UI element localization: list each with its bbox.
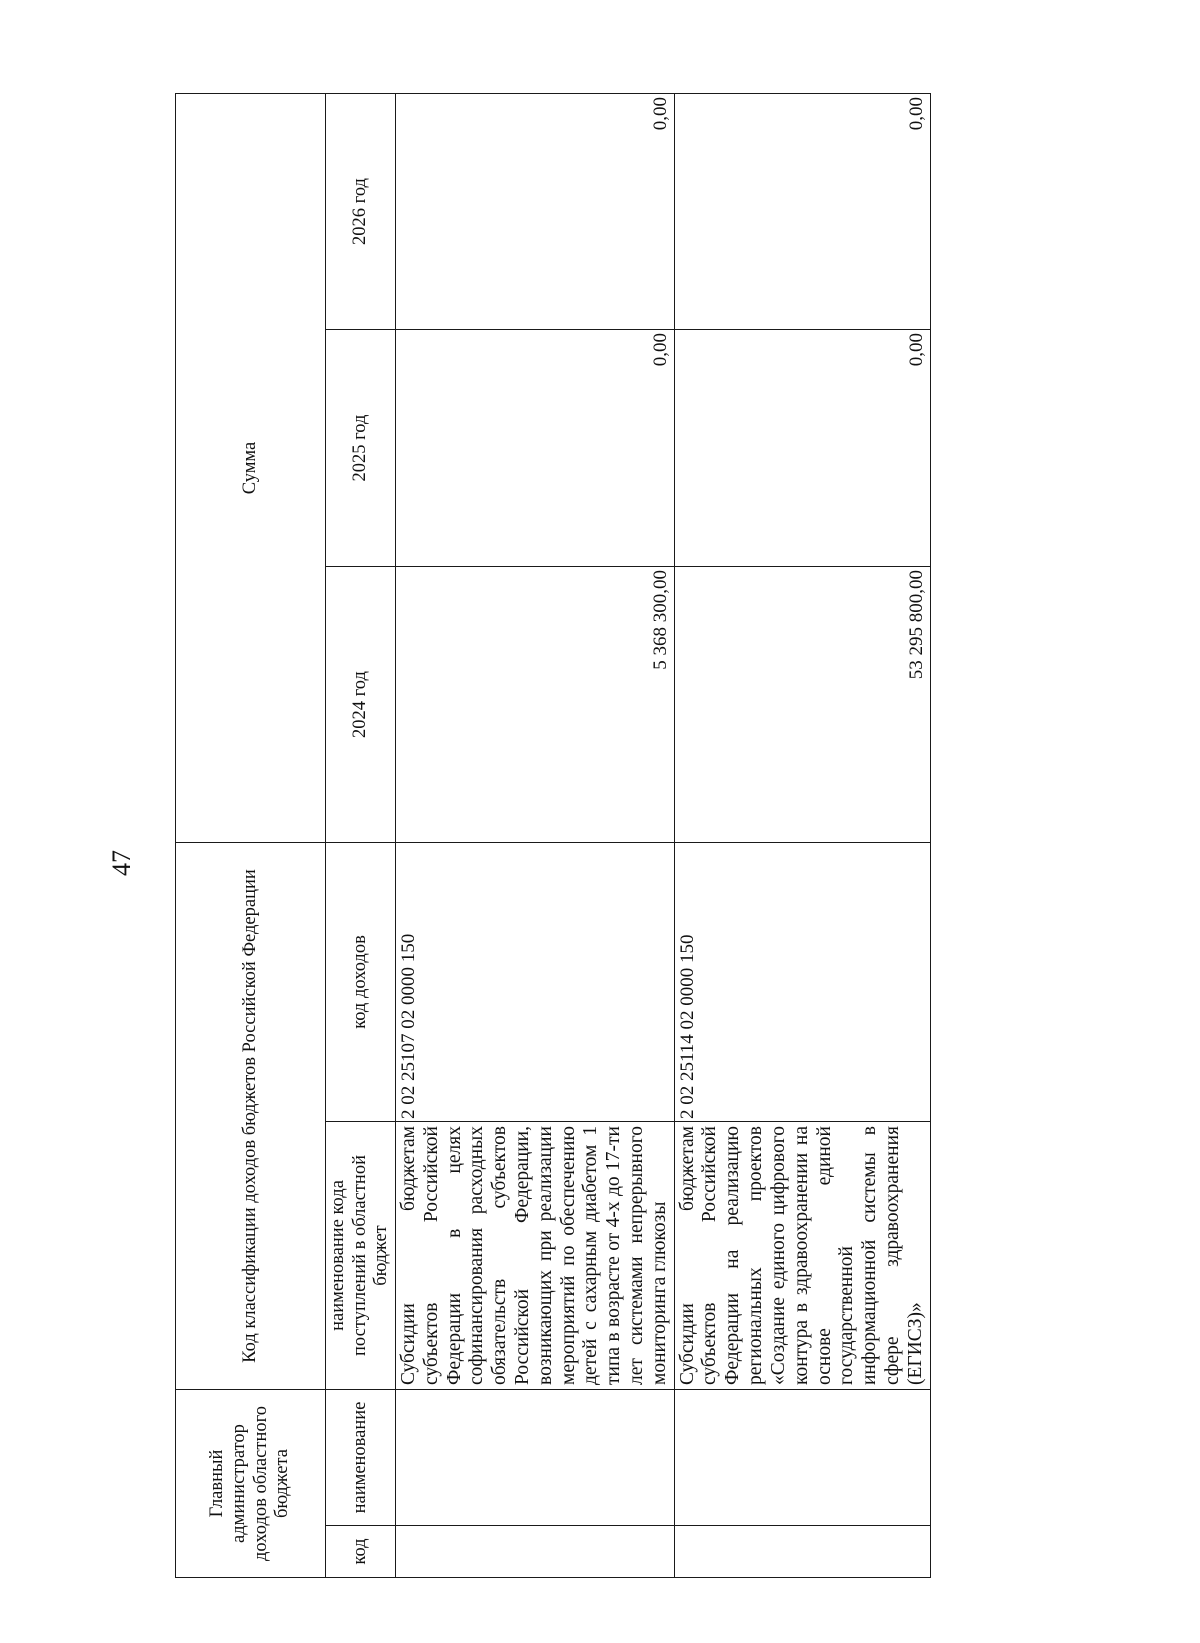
sum-2025-cell: 0,00 bbox=[674, 330, 930, 567]
classification-group-header: Код классификации доходов бюджетов Российской Федерации bbox=[176, 843, 326, 1390]
admin-name-cell bbox=[674, 1390, 930, 1526]
income-name-cell: Субсидии бюджетам субъектов Российской Федерации на реализацию региональных проектов «Создание единого цифрового контура в здравоохранении на основе единой государственной информационной системы в сфере здравоохранения (ЕГИСЗ)» bbox=[674, 1122, 930, 1390]
income-classification-table bbox=[175, 93, 931, 1578]
table-container bbox=[175, 94, 928, 1578]
table-row bbox=[395, 93, 674, 1577]
income-code-header: код доходов bbox=[326, 843, 396, 1122]
admin-name-header: наименование bbox=[326, 1390, 396, 1526]
sum-2025-cell: 0,00 bbox=[395, 330, 674, 567]
income-code-cell: 2 02 25107 02 0000 150 bbox=[395, 843, 674, 1122]
admin-code-header: код bbox=[326, 1526, 396, 1578]
sum-2026-cell: 0,00 bbox=[674, 93, 930, 329]
admin-group-header: Главный администратор доходов областного бюджета bbox=[176, 1390, 326, 1578]
sum-2026-cell: 0,00 bbox=[395, 93, 674, 329]
admin-code-cell bbox=[674, 1526, 930, 1578]
income-code-cell: 2 02 25114 02 0000 150 bbox=[674, 843, 930, 1122]
year-2025-header: 2025 год bbox=[326, 330, 396, 567]
income-name-cell: Субсидии бюджетам субъектов Российской Федерации в целях софинансирования расходных обязательств субъектов Российской Федерации, возникающих при реализации мероприятий по обеспечению детей с сахарным диабетом 1 типа в возрасте от 4-х до 17-ти лет системами непрерывного мониторинга глюкозы bbox=[395, 1122, 674, 1390]
table-row bbox=[674, 93, 930, 1577]
admin-code-cell bbox=[395, 1526, 674, 1578]
year-2024-header: 2024 год bbox=[326, 567, 396, 843]
admin-name-cell bbox=[395, 1390, 674, 1526]
income-name-header: наименование кода поступлений в областной бюджет bbox=[326, 1122, 396, 1390]
sum-2024-cell: 53 295 800,00 bbox=[674, 567, 930, 843]
rotated-table-wrapper bbox=[175, 94, 928, 1578]
sum-group-header: Сумма bbox=[176, 93, 326, 842]
year-2026-header: 2026 год bbox=[326, 93, 396, 329]
sum-2024-cell: 5 368 300,00 bbox=[395, 567, 674, 843]
page-number: 47 bbox=[107, 850, 136, 876]
